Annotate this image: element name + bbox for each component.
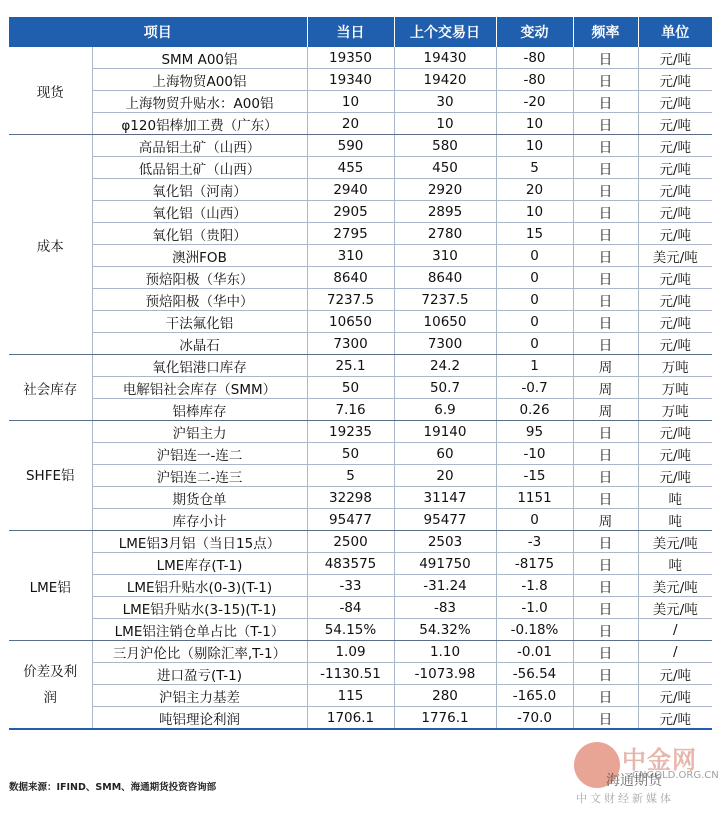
table-body <box>9 47 712 729</box>
table-row <box>9 333 712 355</box>
table-row <box>9 47 712 69</box>
table-row <box>9 355 712 377</box>
unit: 元/吨 <box>638 685 712 707</box>
item-name: φ120铝棒加工费（广东） <box>92 113 307 135</box>
unit: / <box>638 619 712 641</box>
table-row <box>9 377 712 399</box>
unit: 元/吨 <box>638 443 712 465</box>
unit: 元/吨 <box>638 421 712 443</box>
header-today: 当日 <box>307 17 394 47</box>
unit: 元/吨 <box>638 465 712 487</box>
frequency: 日 <box>573 267 638 289</box>
frequency: 日 <box>573 663 638 685</box>
unit: 元/吨 <box>638 707 712 730</box>
prev-day-value: 10650 <box>394 311 496 333</box>
source-note: 数据来源：IFIND、SMM、海通期货投资咨询部 <box>9 782 217 793</box>
watermark-brand: 中金网 <box>622 746 697 774</box>
table-row <box>9 421 712 443</box>
prev-day-value: 24.2 <box>394 355 496 377</box>
change-value: 5 <box>496 157 573 179</box>
unit: 美元/吨 <box>638 245 712 267</box>
table-row <box>9 179 712 201</box>
item-name: 干法氟化铝 <box>92 311 307 333</box>
prev-day-value: 19140 <box>394 421 496 443</box>
header-frequency: 频率 <box>573 17 638 47</box>
item-name: 氧化铝（贵阳） <box>92 223 307 245</box>
unit: 元/吨 <box>638 135 712 157</box>
today-value: 310 <box>307 245 394 267</box>
frequency: 日 <box>573 421 638 443</box>
item-name: 上海物贸升贴水：A00铝 <box>92 91 307 113</box>
change-value: 0 <box>496 267 573 289</box>
item-name: 预焙阳极（华中） <box>92 289 307 311</box>
prev-day-value: 280 <box>394 685 496 707</box>
prev-day-value: 50.7 <box>394 377 496 399</box>
item-name: 库存小计 <box>92 509 307 531</box>
header-unit: 单位 <box>638 17 712 47</box>
frequency: 周 <box>573 377 638 399</box>
item-name: 高品铝土矿（山西） <box>92 135 307 157</box>
watermark <box>566 740 719 808</box>
item-name: 低品铝土矿（山西） <box>92 157 307 179</box>
prev-day-value: 2920 <box>394 179 496 201</box>
item-name: 氧化铝（河南） <box>92 179 307 201</box>
frequency: 日 <box>573 69 638 91</box>
table-row <box>9 707 712 730</box>
header-item: 项目 <box>9 17 307 47</box>
today-value: 50 <box>307 443 394 465</box>
frequency: 日 <box>573 333 638 355</box>
prev-day-value: 19430 <box>394 47 496 69</box>
prev-day-value: -31.24 <box>394 575 496 597</box>
change-value: -80 <box>496 47 573 69</box>
today-value: 54.15% <box>307 619 394 641</box>
frequency: 日 <box>573 245 638 267</box>
unit: 元/吨 <box>638 311 712 333</box>
prev-day-value: 20 <box>394 465 496 487</box>
header-change: 变动 <box>496 17 573 47</box>
header-row <box>9 17 712 47</box>
frequency: 日 <box>573 135 638 157</box>
frequency: 日 <box>573 289 638 311</box>
item-name: LME铝注销仓单占比（T-1） <box>92 619 307 641</box>
prev-day-value: 30 <box>394 91 496 113</box>
prev-day-value: 450 <box>394 157 496 179</box>
table-row <box>9 113 712 135</box>
frequency: 日 <box>573 179 638 201</box>
category-label: 价差及利润 <box>9 641 92 730</box>
today-value: 19340 <box>307 69 394 91</box>
unit: 万吨 <box>638 355 712 377</box>
change-value: 10 <box>496 135 573 157</box>
change-value: -70.0 <box>496 707 573 730</box>
today-value: -84 <box>307 597 394 619</box>
prev-day-value: 31147 <box>394 487 496 509</box>
change-value: 1 <box>496 355 573 377</box>
change-value: -80 <box>496 69 573 91</box>
change-value: -0.01 <box>496 641 573 663</box>
item-name: 进口盈亏(T-1) <box>92 663 307 685</box>
change-value: 0 <box>496 333 573 355</box>
change-value: -1.0 <box>496 597 573 619</box>
table-row <box>9 399 712 421</box>
prev-day-value: 580 <box>394 135 496 157</box>
category-label: SHFE铝 <box>9 421 92 531</box>
change-value: -0.18% <box>496 619 573 641</box>
table-row <box>9 443 712 465</box>
unit: 万吨 <box>638 399 712 421</box>
unit: 元/吨 <box>638 69 712 91</box>
prev-day-value: 6.9 <box>394 399 496 421</box>
item-name: 上海物贸A00铝 <box>92 69 307 91</box>
unit: 元/吨 <box>638 91 712 113</box>
prev-day-value: 2780 <box>394 223 496 245</box>
table-row <box>9 685 712 707</box>
item-name: LME库存(T-1) <box>92 553 307 575</box>
frequency: 日 <box>573 619 638 641</box>
unit: 吨 <box>638 509 712 531</box>
unit: 元/吨 <box>638 179 712 201</box>
table-row <box>9 201 712 223</box>
category-label: 成本 <box>9 135 92 355</box>
prev-day-value: 54.32% <box>394 619 496 641</box>
change-value: -10 <box>496 443 573 465</box>
today-value: 1706.1 <box>307 707 394 730</box>
item-name: 沪铝主力基差 <box>92 685 307 707</box>
prev-day-value: 95477 <box>394 509 496 531</box>
change-value: 10 <box>496 113 573 135</box>
item-name: 电解铝社会库存（SMM） <box>92 377 307 399</box>
table-row <box>9 135 712 157</box>
unit: / <box>638 641 712 663</box>
frequency: 日 <box>573 597 638 619</box>
item-name: 氧化铝（山西） <box>92 201 307 223</box>
table-row <box>9 531 712 553</box>
today-value: 19235 <box>307 421 394 443</box>
today-value: 1.09 <box>307 641 394 663</box>
table-row <box>9 91 712 113</box>
today-value: 7237.5 <box>307 289 394 311</box>
unit: 元/吨 <box>638 201 712 223</box>
item-name: 期货仓单 <box>92 487 307 509</box>
unit: 吨 <box>638 553 712 575</box>
prev-day-value: 19420 <box>394 69 496 91</box>
table-row <box>9 245 712 267</box>
today-value: 2500 <box>307 531 394 553</box>
today-value: 590 <box>307 135 394 157</box>
table-row <box>9 553 712 575</box>
unit: 美元/吨 <box>638 531 712 553</box>
today-value: 483575 <box>307 553 394 575</box>
prev-day-value: -83 <box>394 597 496 619</box>
frequency: 日 <box>573 707 638 730</box>
prev-day-value: 7237.5 <box>394 289 496 311</box>
change-value: 0 <box>496 311 573 333</box>
item-name: LME铝升贴水(0-3)(T-1) <box>92 575 307 597</box>
change-value: 20 <box>496 179 573 201</box>
frequency: 日 <box>573 201 638 223</box>
table-row <box>9 289 712 311</box>
table-row <box>9 509 712 531</box>
frequency: 周 <box>573 509 638 531</box>
today-value: 8640 <box>307 267 394 289</box>
change-value: -15 <box>496 465 573 487</box>
change-value: 95 <box>496 421 573 443</box>
change-value: 1151 <box>496 487 573 509</box>
frequency: 日 <box>573 465 638 487</box>
change-value: -8175 <box>496 553 573 575</box>
table-row <box>9 157 712 179</box>
today-value: 10650 <box>307 311 394 333</box>
unit: 美元/吨 <box>638 575 712 597</box>
prev-day-value: -1073.98 <box>394 663 496 685</box>
item-name: 沪铝主力 <box>92 421 307 443</box>
table-row <box>9 575 712 597</box>
prev-day-value: 2503 <box>394 531 496 553</box>
watermark-account: 海通期货 <box>606 773 662 789</box>
unit: 元/吨 <box>638 47 712 69</box>
table-row <box>9 619 712 641</box>
frequency: 日 <box>573 223 638 245</box>
prev-day-value: 310 <box>394 245 496 267</box>
today-value: 32298 <box>307 487 394 509</box>
item-name: 铝棒库存 <box>92 399 307 421</box>
unit: 元/吨 <box>638 663 712 685</box>
change-value: -20 <box>496 91 573 113</box>
frequency: 日 <box>573 553 638 575</box>
item-name: 吨铝理论利润 <box>92 707 307 730</box>
change-value: 10 <box>496 201 573 223</box>
change-value: -1.8 <box>496 575 573 597</box>
frequency: 日 <box>573 47 638 69</box>
frequency: 日 <box>573 487 638 509</box>
prev-day-value: 60 <box>394 443 496 465</box>
change-value: 0 <box>496 289 573 311</box>
prev-day-value: 1776.1 <box>394 707 496 730</box>
frequency: 日 <box>573 91 638 113</box>
item-name: LME铝升贴水(3-15)(T-1) <box>92 597 307 619</box>
table-row <box>9 223 712 245</box>
aluminum-data-table <box>9 17 712 730</box>
item-name: 三月沪伦比（剔除汇率,T-1） <box>92 641 307 663</box>
table-row <box>9 267 712 289</box>
frequency: 日 <box>573 113 638 135</box>
item-name: LME铝3月铝（当日15点） <box>92 531 307 553</box>
table-row <box>9 487 712 509</box>
item-name: 冰晶石 <box>92 333 307 355</box>
category-label: 社会库存 <box>9 355 92 421</box>
change-value: 0 <box>496 509 573 531</box>
frequency: 日 <box>573 311 638 333</box>
item-name: 沪铝连二-连三 <box>92 465 307 487</box>
today-value: 7.16 <box>307 399 394 421</box>
prev-day-value: 2895 <box>394 201 496 223</box>
unit: 元/吨 <box>638 223 712 245</box>
today-value: 2795 <box>307 223 394 245</box>
category-label: 现货 <box>9 47 92 135</box>
watermark-tagline: 中文财经新媒体 <box>576 792 674 805</box>
table-row <box>9 597 712 619</box>
change-value: -3 <box>496 531 573 553</box>
prev-day-value: 8640 <box>394 267 496 289</box>
today-value: 10 <box>307 91 394 113</box>
table-row <box>9 465 712 487</box>
today-value: 455 <box>307 157 394 179</box>
prev-day-value: 10 <box>394 113 496 135</box>
today-value: -33 <box>307 575 394 597</box>
prev-day-value: 491750 <box>394 553 496 575</box>
change-value: -0.7 <box>496 377 573 399</box>
frequency: 日 <box>573 157 638 179</box>
change-value: 15 <box>496 223 573 245</box>
unit: 美元/吨 <box>638 597 712 619</box>
item-name: SMM A00铝 <box>92 47 307 69</box>
frequency: 日 <box>573 641 638 663</box>
item-name: 预焙阳极（华东） <box>92 267 307 289</box>
today-value: 5 <box>307 465 394 487</box>
table-row <box>9 69 712 91</box>
unit: 吨 <box>638 487 712 509</box>
watermark-domain: CNGOLD.ORG.CN <box>632 770 719 781</box>
unit: 元/吨 <box>638 289 712 311</box>
change-value: 0.26 <box>496 399 573 421</box>
prev-day-value: 7300 <box>394 333 496 355</box>
today-value: 19350 <box>307 47 394 69</box>
unit: 元/吨 <box>638 267 712 289</box>
today-value: 95477 <box>307 509 394 531</box>
frequency: 日 <box>573 685 638 707</box>
today-value: 25.1 <box>307 355 394 377</box>
category-label: LME铝 <box>9 531 92 641</box>
today-value: 2940 <box>307 179 394 201</box>
unit: 元/吨 <box>638 113 712 135</box>
table-row <box>9 663 712 685</box>
change-value: -165.0 <box>496 685 573 707</box>
today-value: 115 <box>307 685 394 707</box>
change-value: 0 <box>496 245 573 267</box>
prev-day-value: 1.10 <box>394 641 496 663</box>
frequency: 周 <box>573 355 638 377</box>
today-value: 20 <box>307 113 394 135</box>
today-value: -1130.51 <box>307 663 394 685</box>
frequency: 日 <box>573 443 638 465</box>
table-row <box>9 311 712 333</box>
item-name: 氧化铝港口库存 <box>92 355 307 377</box>
change-value: -56.54 <box>496 663 573 685</box>
item-name: 沪铝连一-连二 <box>92 443 307 465</box>
unit: 万吨 <box>638 377 712 399</box>
frequency: 日 <box>573 531 638 553</box>
today-value: 7300 <box>307 333 394 355</box>
item-name: 澳洲FOB <box>92 245 307 267</box>
unit: 元/吨 <box>638 333 712 355</box>
table-row <box>9 641 712 663</box>
today-value: 50 <box>307 377 394 399</box>
today-value: 2905 <box>307 201 394 223</box>
header-prev-day: 上个交易日 <box>394 17 496 47</box>
frequency: 日 <box>573 575 638 597</box>
unit: 元/吨 <box>638 157 712 179</box>
frequency: 周 <box>573 399 638 421</box>
